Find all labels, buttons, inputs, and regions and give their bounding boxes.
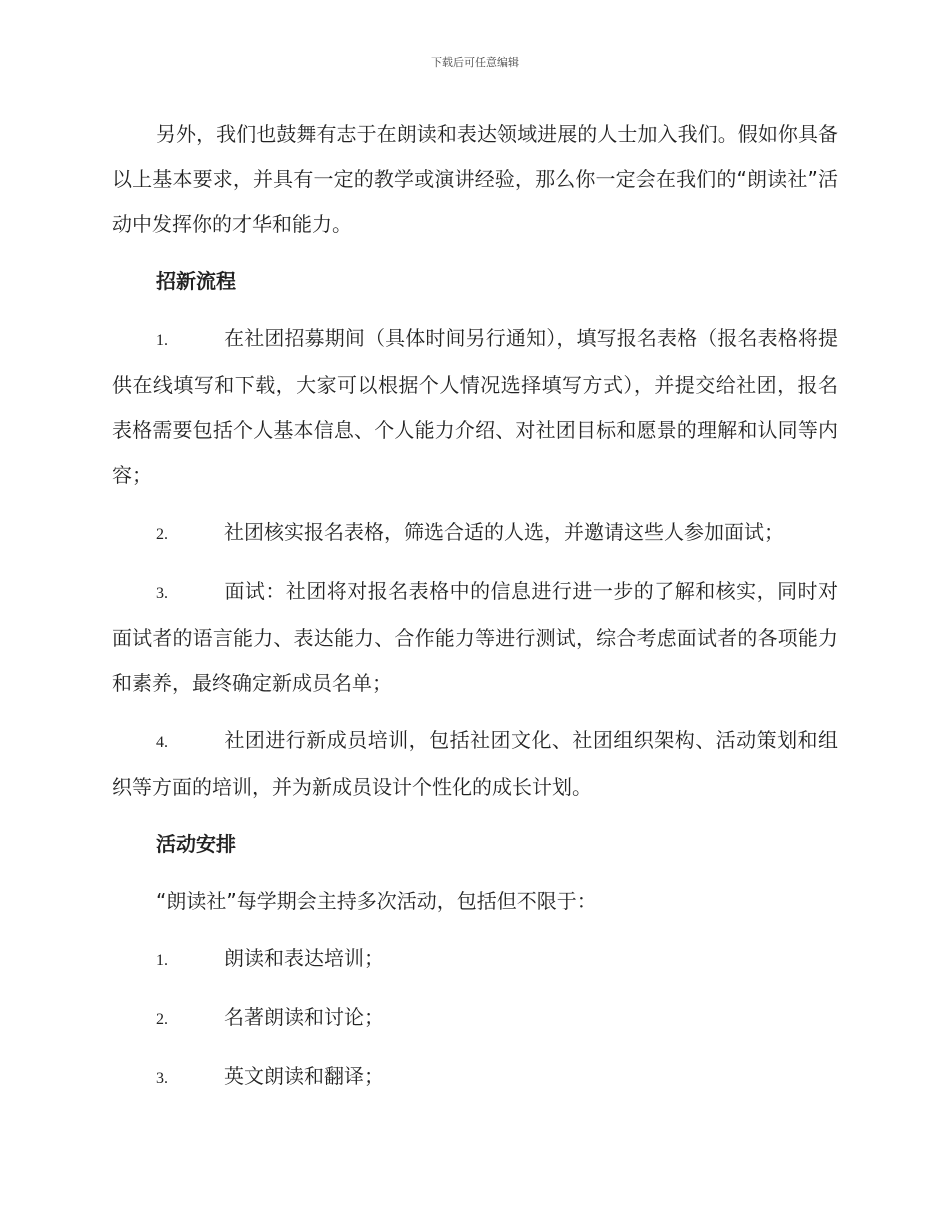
activities-intro: “朗读社”每学期会主持多次活动，包括但不限于： <box>156 889 597 913</box>
list-number: 2. <box>156 1011 168 1028</box>
recruitment-item-1 <box>112 316 838 498</box>
intro-paragraph: 另外，我们也鼓舞有志于在朗读和表达领域进展的人士加入我们。假如你具备以上基本要求，并具有一定的教学或演讲经验，那么你一定会在我们的“朗读社”活动中发挥你的才华和能力。 <box>112 122 838 236</box>
list-text: 名著朗读和讨论； <box>224 1005 384 1029</box>
activity-item-2 <box>112 995 838 1042</box>
recruitment-item-3 <box>112 569 838 706</box>
list-number: 1. <box>156 332 168 349</box>
list-number: 3. <box>156 1070 168 1087</box>
recruitment-item-4 <box>112 718 838 810</box>
section-heading-recruitment: 招新流程 <box>156 269 236 293</box>
activity-item-1 <box>112 936 838 983</box>
list-number: 4. <box>156 734 168 751</box>
list-number: 2. <box>156 526 168 543</box>
list-text: 朗读和表达培训； <box>224 946 384 970</box>
section-heading-activities: 活动安排 <box>156 832 236 856</box>
activity-item-3 <box>112 1054 838 1101</box>
recruitment-item-2 <box>112 510 838 557</box>
list-text: 面试：社团将对报名表格中的信息进行进一步的了解和核实，同时对面试者的语言能力、表达能力、合作能力等进行测试，综合考虑面试者的各项能力和素养，最终确定新成员名单； <box>112 579 838 695</box>
list-text: 英文朗读和翻译； <box>224 1064 384 1088</box>
list-number: 3. <box>156 585 168 602</box>
document-body <box>112 112 838 1101</box>
list-text: 社团进行新成员培训，包括社团文化、社团组织架构、活动策划和组织等方面的培训，并为新成员设计个性化的成长计划。 <box>112 728 838 799</box>
list-text: 在社团招募期间（具体时间另行通知），填写报名表格（报名表格将提供在线填写和下载，大家可以根据个人情况选择填写方式），并提交给社团，报名表格需要包括个人基本信息、个人能力介绍、对社团目标和愿景的理解和认同等内容； <box>112 326 838 487</box>
page-header-watermark: 下载后可任意编辑 <box>431 56 519 69</box>
list-text: 社团核实报名表格，筛选合适的人选，并邀请这些人参加面试； <box>224 520 784 544</box>
list-number: 1. <box>156 952 168 969</box>
